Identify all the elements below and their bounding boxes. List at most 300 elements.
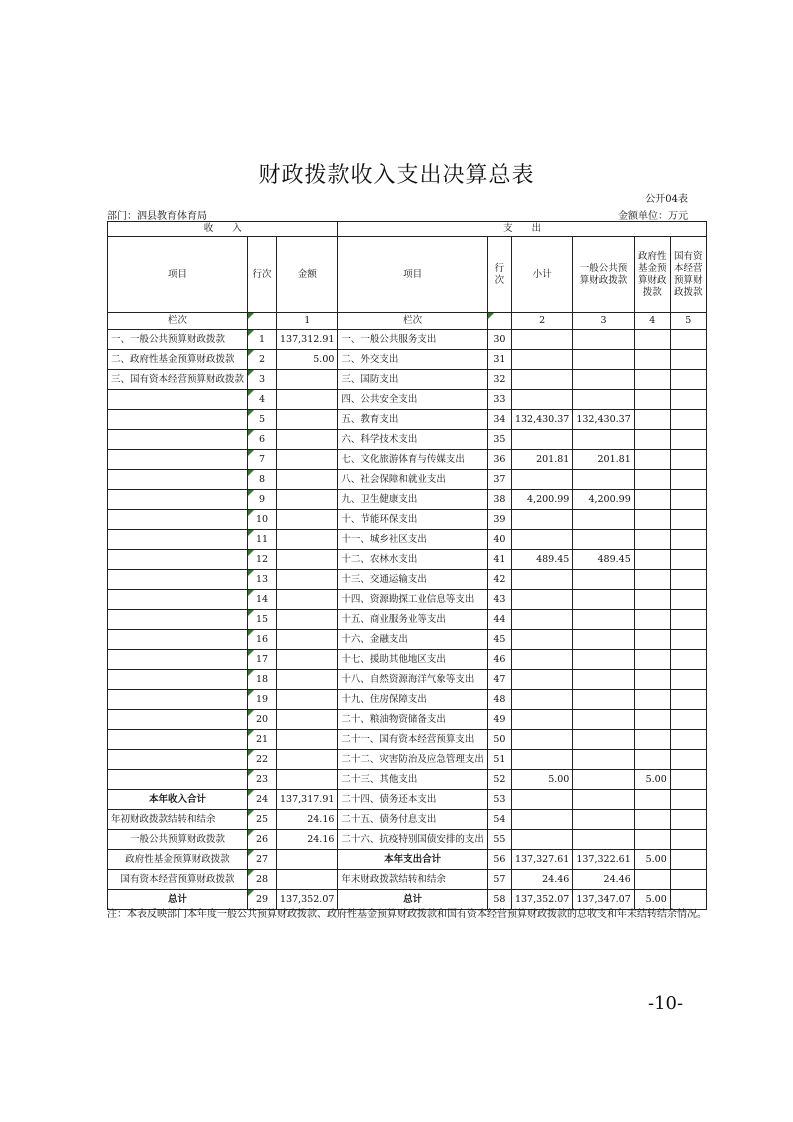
income-amount bbox=[277, 690, 338, 710]
income-item bbox=[108, 510, 248, 530]
expense-item: 七、文化旅游体育与传媒支出 bbox=[338, 450, 488, 470]
income-amount: 5.00 bbox=[277, 350, 338, 370]
expense-general-budget bbox=[573, 470, 634, 490]
expense-subtotal bbox=[511, 670, 572, 690]
expense-row-no: 41 bbox=[487, 550, 511, 570]
income-row-no: 29 bbox=[248, 890, 277, 910]
expense-state-capital bbox=[670, 450, 706, 470]
expense-row-no: 45 bbox=[487, 630, 511, 650]
expense-subtotal bbox=[511, 630, 572, 650]
expense-row-no: 54 bbox=[487, 810, 511, 830]
expense-gov-fund: 5.00 bbox=[634, 770, 670, 790]
expense-row-no: 50 bbox=[487, 730, 511, 750]
expense-state-capital bbox=[670, 810, 706, 830]
expense-row-no: 49 bbox=[487, 710, 511, 730]
income-amount bbox=[277, 510, 338, 530]
expense-general-budget: 24.46 bbox=[573, 870, 634, 890]
income-amount bbox=[277, 590, 338, 610]
index-col-3: 3 bbox=[573, 313, 634, 330]
income-item bbox=[108, 710, 248, 730]
expense-state-capital bbox=[670, 710, 706, 730]
budget-table bbox=[107, 221, 707, 910]
expense-item: 十三、交通运输支出 bbox=[338, 570, 488, 590]
expense-subtotal bbox=[511, 430, 572, 450]
expense-gov-fund bbox=[634, 450, 670, 470]
income-row-no: 13 bbox=[248, 570, 277, 590]
expense-state-capital bbox=[670, 730, 706, 750]
income-item: 二、政府性基金预算财政拨款 bbox=[108, 350, 248, 370]
expense-subtotal bbox=[511, 610, 572, 630]
income-amount: 137,352.07 bbox=[277, 890, 338, 910]
expense-item: 八、社会保障和就业支出 bbox=[338, 470, 488, 490]
expense-general-budget bbox=[573, 810, 634, 830]
income-row-no: 17 bbox=[248, 650, 277, 670]
income-row-no: 8 bbox=[248, 470, 277, 490]
income-row-no: 5 bbox=[248, 410, 277, 430]
expense-subtotal bbox=[511, 470, 572, 490]
expense-subtotal bbox=[511, 830, 572, 850]
expense-general-budget bbox=[573, 730, 634, 750]
table-row bbox=[108, 850, 707, 870]
expense-subtotal: 24.46 bbox=[511, 870, 572, 890]
expense-general-budget bbox=[573, 350, 634, 370]
income-amount bbox=[277, 710, 338, 730]
table-row bbox=[108, 330, 707, 350]
expense-general-budget bbox=[573, 430, 634, 450]
expense-row-no: 31 bbox=[487, 350, 511, 370]
income-item: 一、一般公共预算财政拨款 bbox=[108, 330, 248, 350]
income-row-no: 20 bbox=[248, 710, 277, 730]
footnote: 注：本表反映部门本年度一般公共预算财政拨款、政府性基金预算财政拨款和国有资本经营预算财政拨款的总收支和年末结转结余情况。 bbox=[107, 909, 707, 920]
income-item bbox=[108, 730, 248, 750]
income-row-no: 16 bbox=[248, 630, 277, 650]
expense-row-no: 53 bbox=[487, 790, 511, 810]
expense-item: 四、公共安全支出 bbox=[338, 390, 488, 410]
expense-item: 总计 bbox=[338, 890, 488, 910]
table-row bbox=[108, 470, 707, 490]
expense-general-budget bbox=[573, 750, 634, 770]
income-amount bbox=[277, 390, 338, 410]
income-amount bbox=[277, 570, 338, 590]
expense-state-capital bbox=[670, 550, 706, 570]
income-amount bbox=[277, 650, 338, 670]
income-item bbox=[108, 650, 248, 670]
income-row-no: 1 bbox=[248, 330, 277, 350]
income-amount bbox=[277, 730, 338, 750]
expense-item: 二、外交支出 bbox=[338, 350, 488, 370]
expense-general-budget: 132,430.37 bbox=[573, 410, 634, 430]
expense-subtotal bbox=[511, 810, 572, 830]
index-label: 栏次 bbox=[108, 313, 248, 330]
index-col-1: 1 bbox=[277, 313, 338, 330]
table-row bbox=[108, 810, 707, 830]
income-row-no: 21 bbox=[248, 730, 277, 750]
income-item bbox=[108, 410, 248, 430]
expense-general-budget bbox=[573, 370, 634, 390]
income-row-no: 24 bbox=[248, 790, 277, 810]
table-row bbox=[108, 530, 707, 550]
income-amount: 137,312.91 bbox=[277, 330, 338, 350]
expense-gov-fund bbox=[634, 810, 670, 830]
header-row-no: 行次 bbox=[248, 237, 277, 313]
expense-general-budget bbox=[573, 330, 634, 350]
expense-row-no: 57 bbox=[487, 870, 511, 890]
header-subtotal: 小计 bbox=[511, 237, 572, 313]
income-item: 政府性基金预算财政拨款 bbox=[108, 850, 248, 870]
expense-item: 二十一、国有资本经营预算支出 bbox=[338, 730, 488, 750]
expense-row-no: 44 bbox=[487, 610, 511, 630]
income-row-no: 22 bbox=[248, 750, 277, 770]
expense-subtotal bbox=[511, 710, 572, 730]
income-amount bbox=[277, 410, 338, 430]
income-item bbox=[108, 570, 248, 590]
expense-gov-fund: 5.00 bbox=[634, 850, 670, 870]
table-row bbox=[108, 590, 707, 610]
expense-state-capital bbox=[670, 630, 706, 650]
expense-general-budget bbox=[573, 570, 634, 590]
expense-general-budget bbox=[573, 650, 634, 670]
header-item: 项目 bbox=[108, 237, 248, 313]
expense-gov-fund bbox=[634, 510, 670, 530]
income-item bbox=[108, 430, 248, 450]
expense-gov-fund bbox=[634, 590, 670, 610]
expense-gov-fund bbox=[634, 410, 670, 430]
expense-item: 三、国防支出 bbox=[338, 370, 488, 390]
expense-row-no: 42 bbox=[487, 570, 511, 590]
income-amount bbox=[277, 670, 338, 690]
income-item bbox=[108, 590, 248, 610]
income-amount: 24.16 bbox=[277, 810, 338, 830]
expense-gov-fund bbox=[634, 870, 670, 890]
expense-state-capital bbox=[670, 490, 706, 510]
income-amount bbox=[277, 490, 338, 510]
expense-state-capital bbox=[670, 650, 706, 670]
income-item bbox=[108, 390, 248, 410]
income-row-no: 23 bbox=[248, 770, 277, 790]
index-col-2: 2 bbox=[511, 313, 572, 330]
income-item bbox=[108, 530, 248, 550]
expense-general-budget: 137,347.07 bbox=[573, 890, 634, 910]
table-row bbox=[108, 490, 707, 510]
expense-state-capital bbox=[670, 470, 706, 490]
expense-general-budget bbox=[573, 770, 634, 790]
income-row-no: 12 bbox=[248, 550, 277, 570]
table-row bbox=[108, 710, 707, 730]
table-row bbox=[108, 430, 707, 450]
expense-general-budget: 137,322.61 bbox=[573, 850, 634, 870]
expense-item: 二十六、抗疫特别国债安排的支出 bbox=[338, 830, 488, 850]
expense-gov-fund bbox=[634, 630, 670, 650]
expense-row-no: 47 bbox=[487, 670, 511, 690]
expense-general-budget bbox=[573, 610, 634, 630]
expense-subtotal bbox=[511, 370, 572, 390]
expense-gov-fund bbox=[634, 350, 670, 370]
income-item: 三、国有资本经营预算财政拨款 bbox=[108, 370, 248, 390]
expense-state-capital bbox=[670, 410, 706, 430]
income-amount bbox=[277, 610, 338, 630]
income-amount bbox=[277, 370, 338, 390]
income-item bbox=[108, 470, 248, 490]
expense-item: 五、教育支出 bbox=[338, 410, 488, 430]
table-row bbox=[108, 510, 707, 530]
expense-subtotal: 137,327.61 bbox=[511, 850, 572, 870]
index-label-2: 栏次 bbox=[338, 313, 488, 330]
expense-gov-fund bbox=[634, 550, 670, 570]
expense-row-no: 39 bbox=[487, 510, 511, 530]
income-row-no: 15 bbox=[248, 610, 277, 630]
table-row bbox=[108, 570, 707, 590]
expense-subtotal: 137,352.07 bbox=[511, 890, 572, 910]
expense-gov-fund bbox=[634, 530, 670, 550]
income-item bbox=[108, 610, 248, 630]
table-row bbox=[108, 690, 707, 710]
expense-general-budget bbox=[573, 790, 634, 810]
expense-item: 十五、商业服务业等支出 bbox=[338, 610, 488, 630]
expense-gov-fund bbox=[634, 570, 670, 590]
income-item bbox=[108, 630, 248, 650]
income-item bbox=[108, 490, 248, 510]
income-amount bbox=[277, 870, 338, 890]
expense-row-no: 32 bbox=[487, 370, 511, 390]
expense-row-no: 30 bbox=[487, 330, 511, 350]
expense-gov-fund bbox=[634, 790, 670, 810]
expense-gov-fund bbox=[634, 610, 670, 630]
income-item bbox=[108, 750, 248, 770]
expense-general-budget bbox=[573, 710, 634, 730]
expense-row-no: 55 bbox=[487, 830, 511, 850]
expense-general-budget bbox=[573, 830, 634, 850]
index-col-4: 4 bbox=[634, 313, 670, 330]
income-row-no: 28 bbox=[248, 870, 277, 890]
table-row bbox=[108, 630, 707, 650]
expense-state-capital bbox=[670, 570, 706, 590]
expense-row-no: 38 bbox=[487, 490, 511, 510]
expense-row-no: 36 bbox=[487, 450, 511, 470]
expense-subtotal bbox=[511, 530, 572, 550]
header-exp-item: 项目 bbox=[338, 237, 488, 313]
income-row-no: 9 bbox=[248, 490, 277, 510]
expense-state-capital bbox=[670, 690, 706, 710]
expense-general-budget bbox=[573, 630, 634, 650]
expense-gov-fund: 5.00 bbox=[634, 890, 670, 910]
income-row-no: 14 bbox=[248, 590, 277, 610]
page-number: -10- bbox=[648, 993, 684, 1014]
income-item bbox=[108, 690, 248, 710]
expense-subtotal bbox=[511, 750, 572, 770]
expense-subtotal bbox=[511, 690, 572, 710]
expense-item: 十、节能环保支出 bbox=[338, 510, 488, 530]
expense-state-capital bbox=[670, 610, 706, 630]
expense-row-no: 40 bbox=[487, 530, 511, 550]
table-row bbox=[108, 390, 707, 410]
expense-gov-fund bbox=[634, 710, 670, 730]
table-row bbox=[108, 770, 707, 790]
expense-item: 十七、援助其他地区支出 bbox=[338, 650, 488, 670]
income-amount bbox=[277, 430, 338, 450]
expense-state-capital bbox=[670, 370, 706, 390]
department-label: 部门：泗县教育体育局 bbox=[107, 211, 207, 222]
expense-general-budget bbox=[573, 590, 634, 610]
table-row bbox=[108, 450, 707, 470]
income-item: 一般公共预算财政拨款 bbox=[108, 830, 248, 850]
income-row-no: 19 bbox=[248, 690, 277, 710]
expense-item: 年末财政拨款结转和结余 bbox=[338, 870, 488, 890]
income-amount bbox=[277, 770, 338, 790]
expense-subtotal bbox=[511, 590, 572, 610]
expense-state-capital bbox=[670, 850, 706, 870]
expense-state-capital bbox=[670, 510, 706, 530]
table-row bbox=[108, 670, 707, 690]
expense-item: 二十三、其他支出 bbox=[338, 770, 488, 790]
expense-gov-fund bbox=[634, 430, 670, 450]
income-row-no: 7 bbox=[248, 450, 277, 470]
expense-item: 十四、资源勘探工业信息等支出 bbox=[338, 590, 488, 610]
header-amount: 金额 bbox=[277, 237, 338, 313]
expense-gov-fund bbox=[634, 670, 670, 690]
expense-row-no: 58 bbox=[487, 890, 511, 910]
table-row bbox=[108, 370, 707, 390]
expense-item: 十八、自然资源海洋气象等支出 bbox=[338, 670, 488, 690]
table-row bbox=[108, 790, 707, 810]
expense-gov-fund bbox=[634, 370, 670, 390]
income-amount: 137,317.91 bbox=[277, 790, 338, 810]
expense-general-budget bbox=[573, 390, 634, 410]
expense-item: 一、一般公共服务支出 bbox=[338, 330, 488, 350]
table-row bbox=[108, 350, 707, 370]
expense-subtotal: 132,430.37 bbox=[511, 410, 572, 430]
expense-subtotal: 5.00 bbox=[511, 770, 572, 790]
expense-general-budget bbox=[573, 530, 634, 550]
table-row bbox=[108, 610, 707, 630]
expense-item: 二十四、债务还本支出 bbox=[338, 790, 488, 810]
table-row bbox=[108, 550, 707, 570]
expense-gov-fund bbox=[634, 750, 670, 770]
expense-subtotal bbox=[511, 350, 572, 370]
expense-item: 二十五、债务付息支出 bbox=[338, 810, 488, 830]
expense-row-no: 51 bbox=[487, 750, 511, 770]
expense-item: 二十二、灾害防治及应急管理支出 bbox=[338, 750, 488, 770]
expense-subtotal: 201.81 bbox=[511, 450, 572, 470]
expense-state-capital bbox=[670, 390, 706, 410]
table-row bbox=[108, 410, 707, 430]
expense-section-header: 支 出 bbox=[338, 222, 706, 237]
table-row bbox=[108, 870, 707, 890]
income-item: 总计 bbox=[108, 890, 248, 910]
table-row bbox=[108, 730, 707, 750]
expense-row-no: 37 bbox=[487, 470, 511, 490]
income-item: 年初财政拨款结转和结余 bbox=[108, 810, 248, 830]
income-row-no: 18 bbox=[248, 670, 277, 690]
expense-subtotal bbox=[511, 330, 572, 350]
expense-state-capital bbox=[670, 350, 706, 370]
index-cell bbox=[487, 313, 511, 330]
expense-state-capital bbox=[670, 870, 706, 890]
income-row-no: 3 bbox=[248, 370, 277, 390]
expense-general-budget bbox=[573, 510, 634, 530]
income-section-header: 收 入 bbox=[108, 222, 338, 237]
expense-subtotal bbox=[511, 650, 572, 670]
expense-subtotal: 489.45 bbox=[511, 550, 572, 570]
income-amount bbox=[277, 750, 338, 770]
expense-item: 六、科学技术支出 bbox=[338, 430, 488, 450]
income-row-no: 27 bbox=[248, 850, 277, 870]
expense-gov-fund bbox=[634, 390, 670, 410]
income-row-no: 6 bbox=[248, 430, 277, 450]
expense-item: 本年支出合计 bbox=[338, 850, 488, 870]
expense-subtotal bbox=[511, 570, 572, 590]
expense-row-no: 33 bbox=[487, 390, 511, 410]
expense-row-no: 48 bbox=[487, 690, 511, 710]
expense-gov-fund bbox=[634, 650, 670, 670]
income-row-no: 2 bbox=[248, 350, 277, 370]
expense-row-no: 46 bbox=[487, 650, 511, 670]
expense-row-no: 56 bbox=[487, 850, 511, 870]
expense-general-budget: 4,200.99 bbox=[573, 490, 634, 510]
expense-general-budget bbox=[573, 670, 634, 690]
expense-subtotal bbox=[511, 730, 572, 750]
expense-gov-fund bbox=[634, 730, 670, 750]
expense-row-no: 35 bbox=[487, 430, 511, 450]
expense-state-capital bbox=[670, 430, 706, 450]
expense-state-capital bbox=[670, 770, 706, 790]
index-cell bbox=[248, 313, 277, 330]
expense-subtotal: 4,200.99 bbox=[511, 490, 572, 510]
expense-gov-fund bbox=[634, 470, 670, 490]
income-item: 本年收入合计 bbox=[108, 790, 248, 810]
expense-state-capital bbox=[670, 670, 706, 690]
expense-item: 二十、粮油物资储备支出 bbox=[338, 710, 488, 730]
amount-unit-label: 金额单位：万元 bbox=[618, 211, 688, 222]
expense-gov-fund bbox=[634, 830, 670, 850]
income-amount bbox=[277, 850, 338, 870]
expense-row-no: 34 bbox=[487, 410, 511, 430]
expense-state-capital bbox=[670, 750, 706, 770]
expense-state-capital bbox=[670, 830, 706, 850]
header-state-capital: 国有资本经营预算财政拨款 bbox=[670, 237, 706, 313]
expense-state-capital bbox=[670, 530, 706, 550]
income-item bbox=[108, 450, 248, 470]
form-number: 公开04表 bbox=[645, 194, 688, 205]
expense-row-no: 43 bbox=[487, 590, 511, 610]
expense-gov-fund bbox=[634, 330, 670, 350]
income-row-no: 11 bbox=[248, 530, 277, 550]
table-row bbox=[108, 830, 707, 850]
income-amount bbox=[277, 530, 338, 550]
expense-subtotal bbox=[511, 790, 572, 810]
header-gov-fund: 政府性基金预算财政拨款 bbox=[634, 237, 670, 313]
page-title: 财政拨款收入支出决算总表 bbox=[258, 163, 535, 188]
table-row bbox=[108, 750, 707, 770]
income-amount bbox=[277, 550, 338, 570]
income-row-no: 26 bbox=[248, 830, 277, 850]
expense-general-budget: 489.45 bbox=[573, 550, 634, 570]
expense-state-capital bbox=[670, 590, 706, 610]
income-row-no: 25 bbox=[248, 810, 277, 830]
expense-state-capital bbox=[670, 330, 706, 350]
expense-general-budget: 201.81 bbox=[573, 450, 634, 470]
expense-item: 十九、住房保障支出 bbox=[338, 690, 488, 710]
header-exp-row-no: 行次 bbox=[487, 237, 511, 313]
income-amount bbox=[277, 470, 338, 490]
income-item bbox=[108, 770, 248, 790]
index-col-5: 5 bbox=[670, 313, 706, 330]
income-row-no: 10 bbox=[248, 510, 277, 530]
income-item bbox=[108, 670, 248, 690]
expense-gov-fund bbox=[634, 690, 670, 710]
income-amount: 24.16 bbox=[277, 830, 338, 850]
expense-subtotal bbox=[511, 510, 572, 530]
expense-item: 十一、城乡社区支出 bbox=[338, 530, 488, 550]
